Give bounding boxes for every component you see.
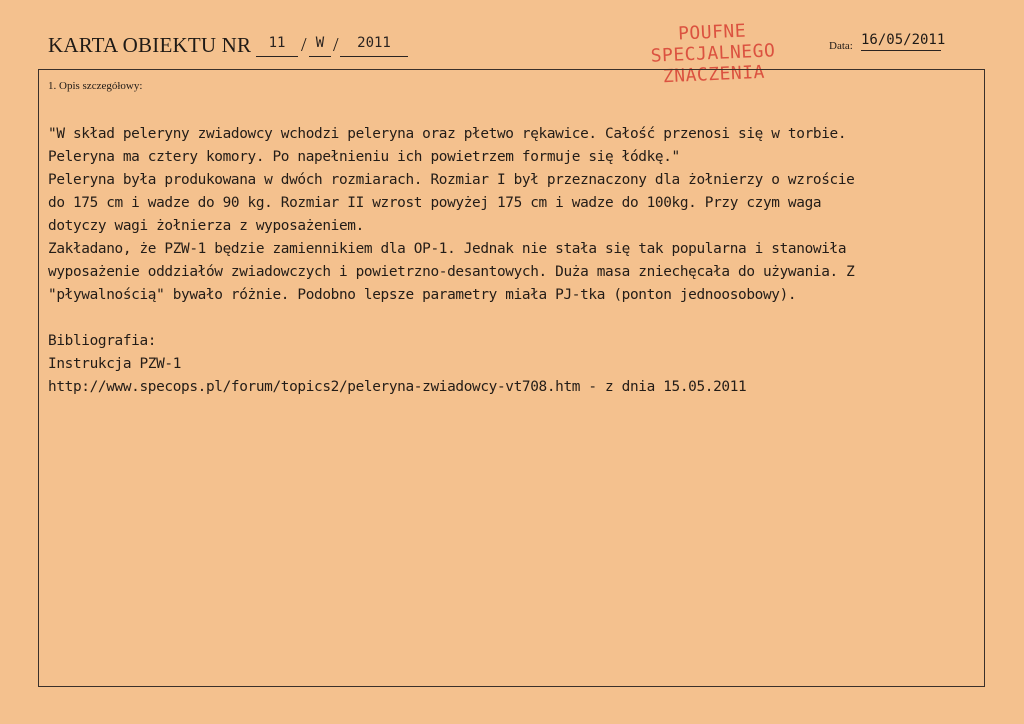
stamp-line-2: SPECJALNEGO (650, 40, 776, 67)
description-line: do 175 cm i wadze do 90 kg. Rozmiar II wzrost powyżej 175 cm i wadze do 100kg. Przy czym waga (48, 195, 822, 211)
number-separator: / (301, 34, 307, 56)
description-text (48, 123, 978, 399)
object-year-field: 2011 (340, 34, 408, 57)
description-line: wyposażenie oddziałów zwiadowczych i powietrzno-desantowych. Duża masa zniechęcała do używania. Z (48, 264, 855, 280)
object-series-field: W (309, 34, 331, 57)
description-line: "pływalnością" bywało różnie. Podobno lepsze parametry miała PJ-tka (ponton jednoosobowy). (48, 287, 797, 303)
date-label: Data: (829, 40, 853, 52)
bibliography-heading: Bibliografia: (48, 333, 157, 349)
card-title: KARTA OBIEKTU NR (48, 33, 252, 57)
stamp-line-1: POUFNE (677, 20, 747, 45)
number-separator: / (333, 34, 339, 56)
description-line: dotyczy wagi żołnierza z wyposażeniem. (48, 218, 364, 234)
description-line: Peleryna ma cztery komory. Po napełnieniu ich powietrzem formuje się łódkę." (48, 149, 680, 165)
section-label: 1. Opis szczegółowy: (48, 80, 143, 92)
description-line: Zakładano, że PZW-1 będzie zamiennikiem dla OP-1. Jednak nie stała się tak popularna i stanowiła (48, 241, 847, 257)
bibliography-item: Instrukcja PZW-1 (48, 356, 182, 372)
description-line: "W skład peleryny zwiadowcy wchodzi peleryna oraz płetwo rękawice. Całość przenosi się w torbie. (48, 126, 847, 142)
bibliography-link: http://www.specops.pl/forum/topics2/peleryna-zwiadowcy-vt708.htm - z dnia 15.05.2011 (48, 379, 747, 395)
date-value: 16/05/2011 (861, 32, 941, 51)
description-line: Peleryna była produkowana w dwóch rozmiarach. Rozmiar I był przeznaczony dla żołnierzy o wzroście (48, 172, 855, 188)
object-number-field: 11 (256, 34, 298, 57)
stamp-line-3: ZNACZENIA (662, 61, 766, 88)
spacer (48, 307, 978, 330)
